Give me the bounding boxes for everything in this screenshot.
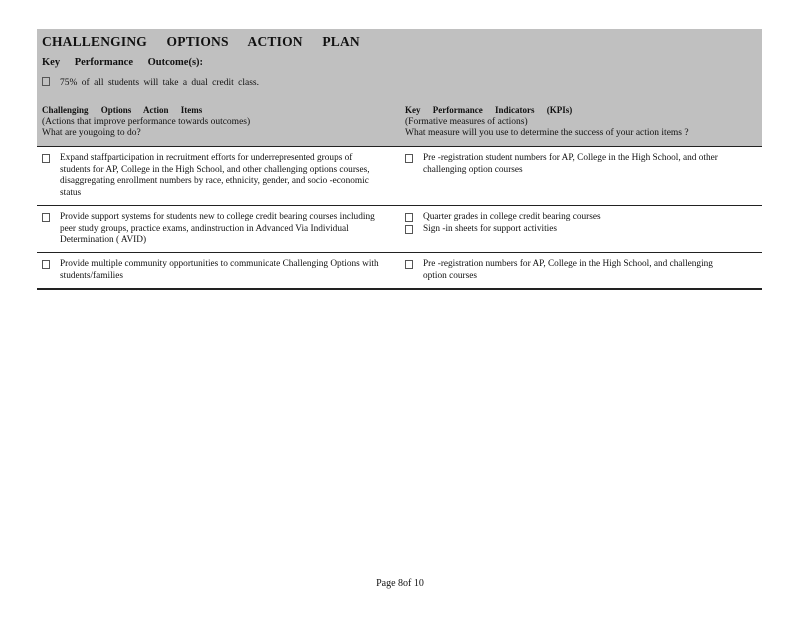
kpi-text: Pre -registration numbers for AP, College in the High School, and challenging option courses bbox=[423, 259, 713, 281]
column-subheading: (Actions that improve performance towards outcomes) bbox=[42, 116, 251, 127]
table-divider bbox=[37, 252, 762, 253]
table-bottom-rule bbox=[37, 288, 762, 290]
bullet-box-icon bbox=[405, 213, 413, 222]
bullet-box-icon bbox=[42, 213, 50, 222]
kpi-text: Quarter grades in college credit bearing courses bbox=[423, 212, 601, 222]
outcome-item bbox=[42, 77, 259, 88]
column-heading: Challenging Options Action Items bbox=[42, 105, 203, 115]
page-title: CHALLENGING OPTIONS ACTION PLAN bbox=[42, 34, 360, 49]
action-text: Provide support systems for students new to college credit bearing courses including peer study groups, practice exams, andinstruction in Advanced Via Individual Determination ( AVID) bbox=[60, 212, 375, 246]
table-divider bbox=[37, 146, 762, 147]
table-row-1-action bbox=[42, 153, 387, 200]
bullet-box-icon bbox=[405, 260, 413, 269]
key-performance-outcomes-label: Key Performance Outcome(s): bbox=[42, 57, 204, 68]
column-subheading: (Formative measures of actions) bbox=[405, 116, 528, 127]
kpi-text: Pre -registration student numbers for AP, College in the High School, and other challenging option courses bbox=[423, 153, 718, 175]
bullet-box-icon bbox=[42, 77, 50, 86]
column-header-action-items bbox=[42, 105, 250, 140]
column-question: What measure will you use to determine the success of your action items ? bbox=[405, 128, 689, 138]
table-row-3-kpi bbox=[405, 259, 755, 282]
action-text: Provide multiple community opportunities to communicate Challenging Options with students/families bbox=[60, 259, 379, 281]
bullet-box-icon bbox=[42, 154, 50, 163]
bullet-box-icon bbox=[405, 225, 413, 234]
page-number: Page 8of 10 bbox=[376, 578, 424, 589]
kpi-text: Sign -in sheets for support activities bbox=[423, 223, 558, 234]
table-row-2-action bbox=[42, 212, 387, 247]
table-row-2-kpi bbox=[405, 212, 755, 235]
table-divider bbox=[37, 205, 762, 206]
bullet-box-icon bbox=[42, 260, 50, 269]
action-text: Expand staffparticipation in recruitment efforts for underrepresented groups of students for AP, College in the High School, and other challenging options courses, disaggregating enrollment numbers by race, ethnicity, gender, and socio -economic status bbox=[60, 153, 370, 199]
column-question: What are yougoing to do? bbox=[42, 128, 141, 138]
outcome-text: 75% of all students will take a dual credit class. bbox=[60, 78, 259, 88]
table-row-3-action bbox=[42, 259, 387, 282]
column-heading: Key Performance Indicators (KPIs) bbox=[405, 105, 573, 115]
column-header-kpis bbox=[405, 105, 689, 140]
bullet-box-icon bbox=[405, 154, 413, 163]
table-row-1-kpi bbox=[405, 153, 755, 176]
